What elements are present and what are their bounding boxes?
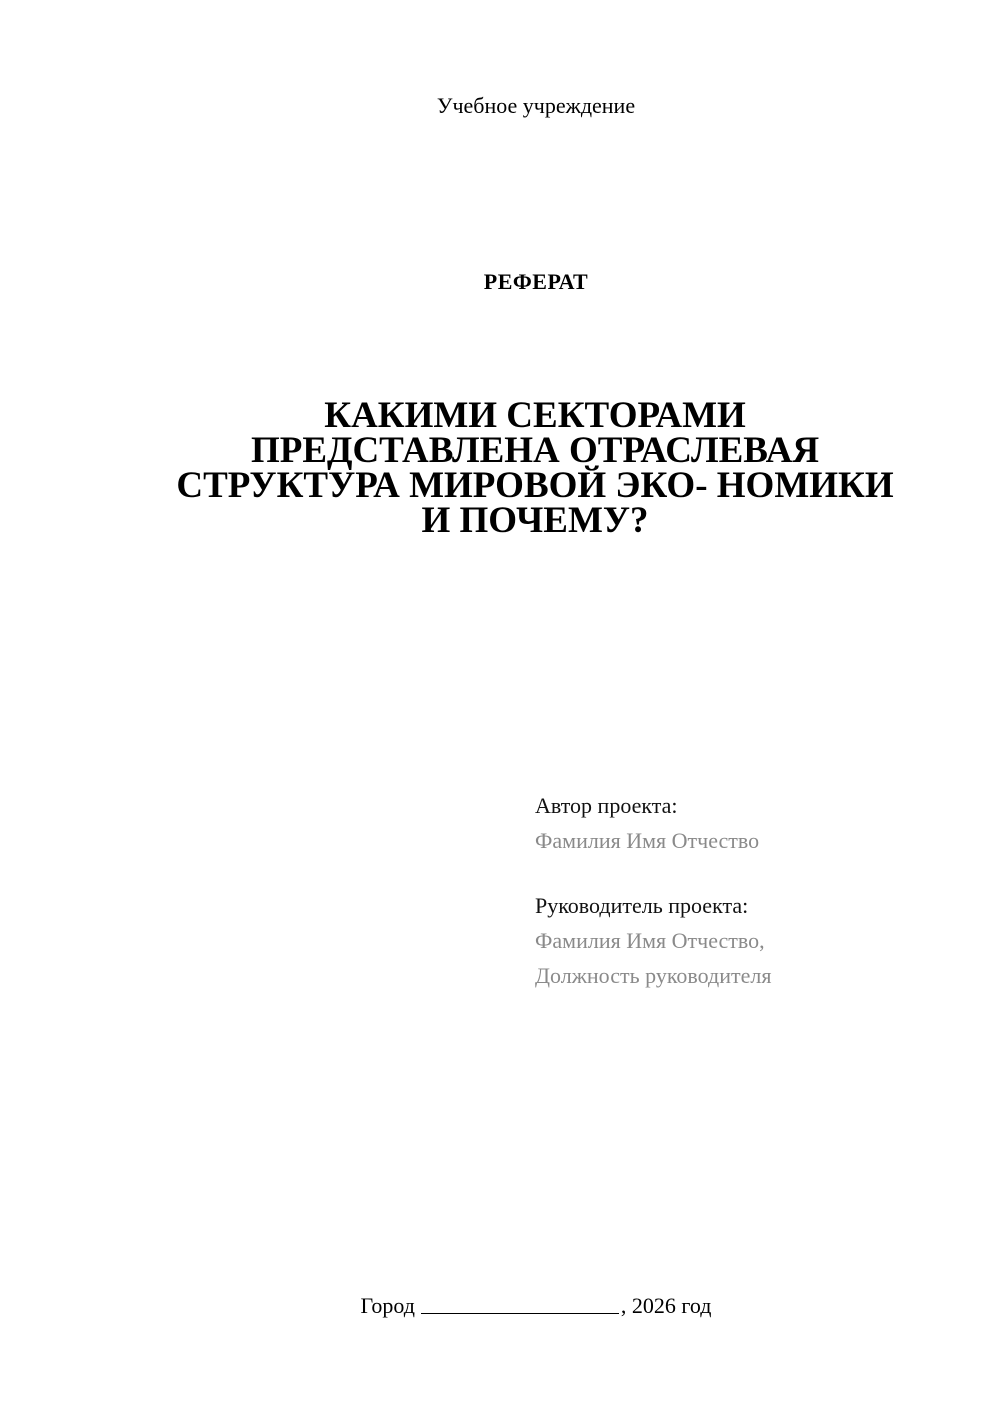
city-blank-underline	[421, 1291, 619, 1314]
supervisor-label: Руководитель проекта:	[535, 893, 749, 918]
author-name-placeholder: Фамилия Имя Отчество	[535, 828, 760, 853]
title-line: И ПОЧЕМУ?	[421, 500, 649, 541]
city-label: Город	[360, 1293, 415, 1318]
title-line: ПРЕДСТАВЛЕНА ОТРАСЛЕВАЯ	[250, 430, 820, 471]
city-year-line	[0, 1290, 1000, 1321]
institution-name: Учебное учреждение	[436, 93, 636, 118]
supervisor-position-placeholder: Должность руководителя	[535, 963, 772, 988]
year-text: , 2026 год	[620, 1293, 712, 1318]
document-title	[130, 395, 940, 541]
title-line: КАКИМИ СЕКТОРАМИ	[324, 395, 746, 436]
title-line: СТРУКТУРА МИРОВОЙ ЭКО- НОМИКИ	[176, 465, 894, 506]
author-label: Автор проекта:	[535, 793, 678, 818]
authors-block	[535, 788, 955, 993]
spacer	[535, 858, 955, 888]
document-type: РЕФЕРАТ	[483, 269, 589, 294]
supervisor-name-placeholder: Фамилия Имя Отчество,	[535, 928, 765, 953]
